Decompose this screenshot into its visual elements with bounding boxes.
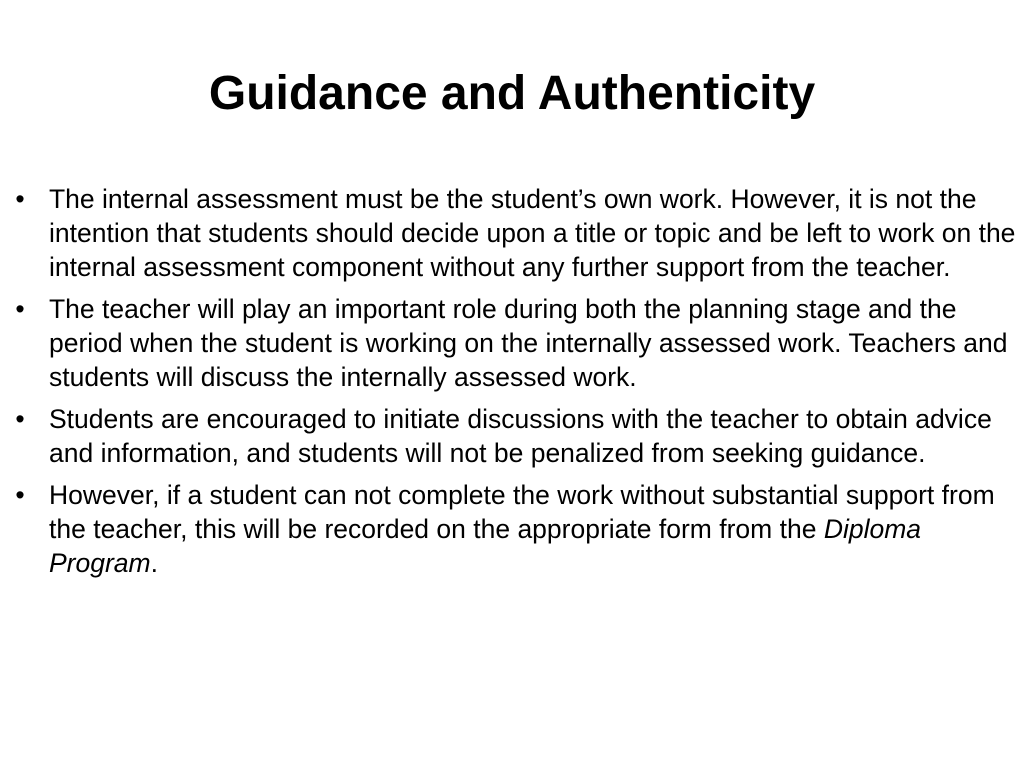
bullet-icon: • (15, 184, 25, 214)
bullet-item (10, 292, 1016, 394)
bullet-text: However, if a student can not complete the work without substantial support from the teacher, this will be recorded on the appropriate form from the (49, 480, 995, 544)
slide-title: Guidance and Authenticity (208, 67, 816, 120)
bullet-text-end: . (150, 548, 158, 578)
bullet-item (10, 478, 1016, 580)
bullet-item (10, 182, 1016, 284)
emphasized-text: Diploma Program (49, 514, 922, 578)
bullet-text: Students are encouraged to initiate discussions with the teacher to obtain advice and information, and students will not be penalized from seeking guidance. (49, 404, 992, 468)
bullet-list (10, 182, 1016, 588)
bullet-text-container (49, 480, 995, 578)
bullet-text: The internal assessment must be the student’s own work. However, it is not the intention that students should decide upon a title or topic and be left to work on the internal assessment component without any further support from the teacher. (49, 184, 1016, 282)
bullet-icon: • (15, 480, 25, 510)
bullet-item (10, 402, 1016, 470)
bullet-text: The teacher will play an important role during both the planning stage and the period when the student is working on the internally assessed work. Teachers and students will discuss the internally assessed work. (49, 294, 1008, 392)
bullet-icon: • (15, 294, 25, 324)
bullet-icon: • (15, 404, 25, 434)
